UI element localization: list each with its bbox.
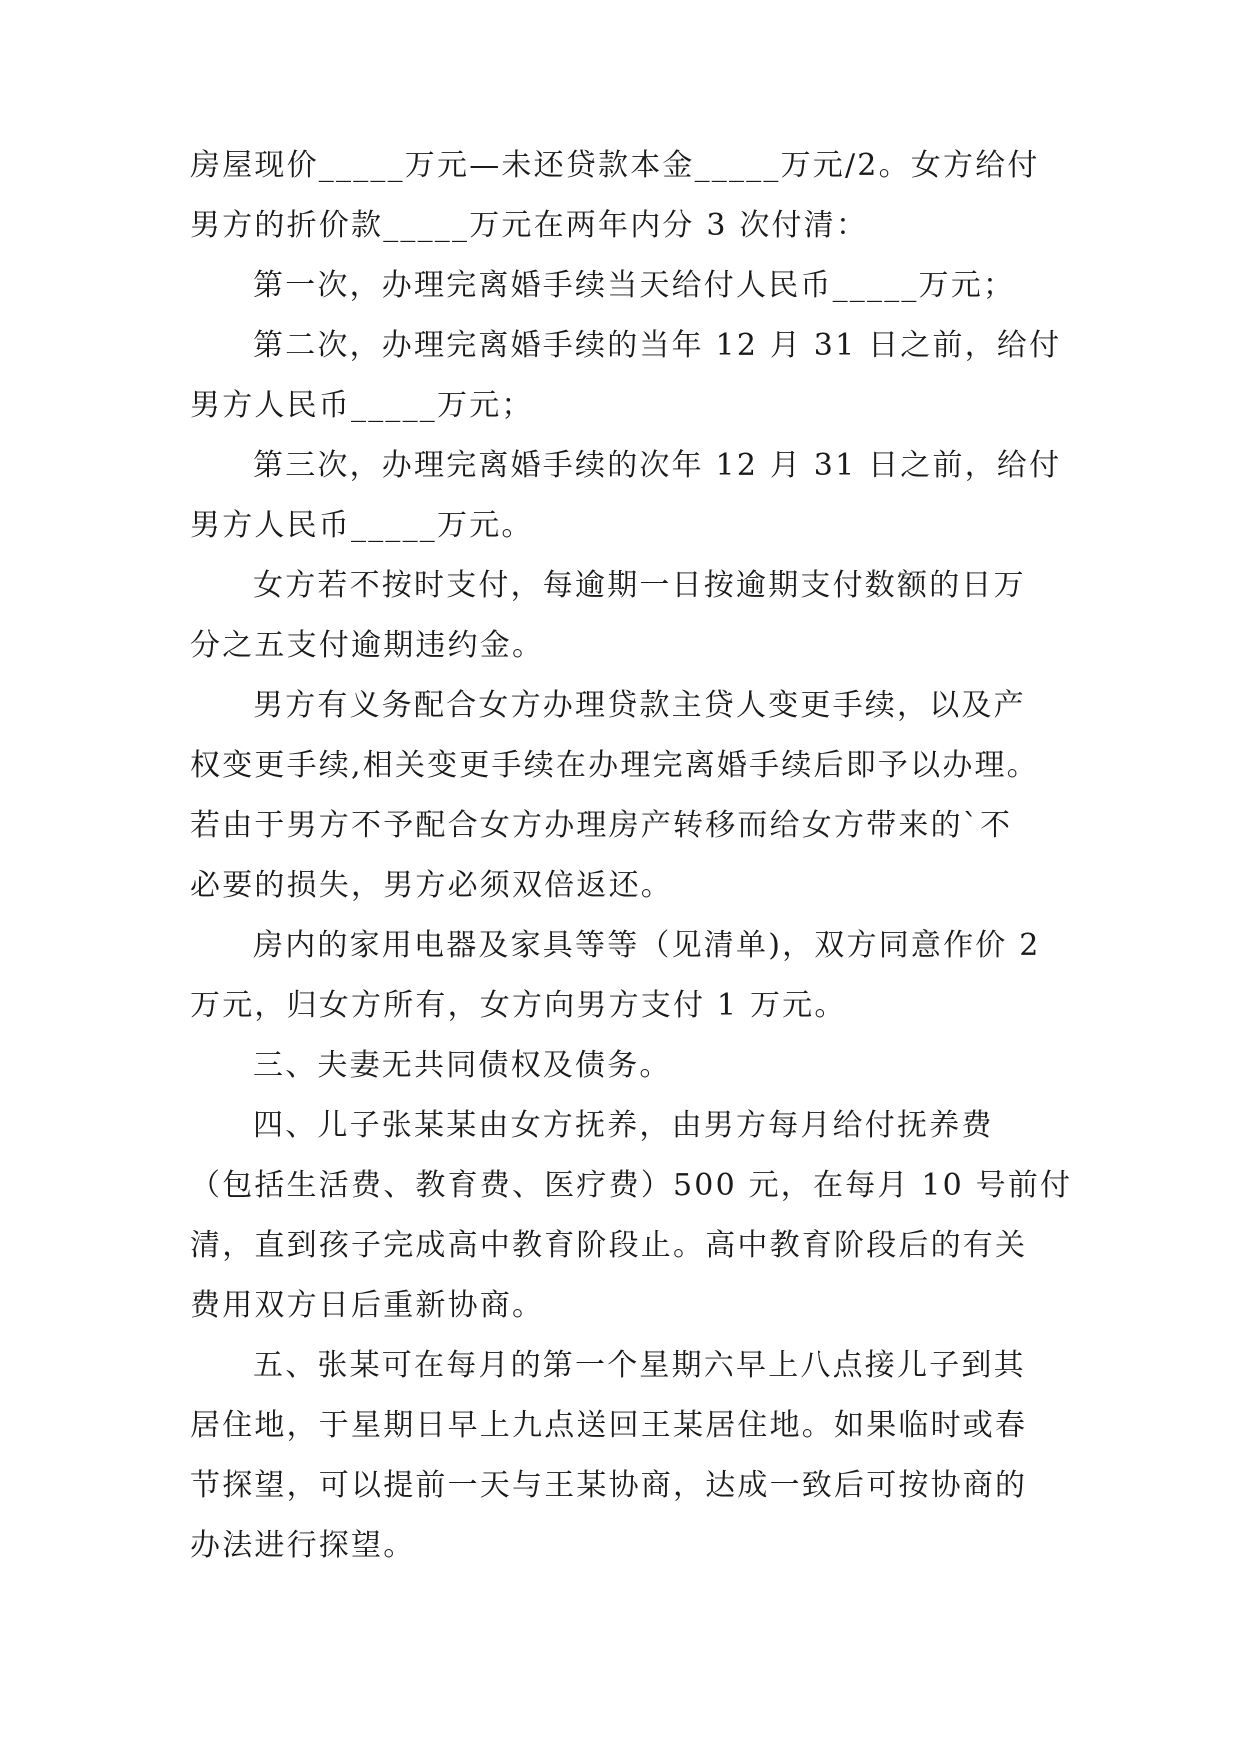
- text-line: 万元，归女方所有，女方向男方支付 1 万元。: [190, 988, 847, 1023]
- text-line: 居住地，于星期日早上九点送回王某居住地。如果临时或春: [190, 1408, 1028, 1443]
- text-line: 分之五支付逾期违约金。: [190, 628, 545, 663]
- text-line: 房屋现价_____万元—未还贷款本金_____万元/2。女方给付: [190, 148, 1040, 183]
- text-line: 男方人民币_____万元；: [190, 388, 534, 423]
- text-line: 四、儿子张某某由女方抚养，由男方每月给付抚养费: [253, 1108, 994, 1143]
- text-line: 女方若不按时支付，每逾期一日按逾期支付数额的日万: [253, 568, 1026, 603]
- text-line: 权变更手续,相关变更手续在办理完离婚手续后即予以办理。: [190, 748, 1039, 783]
- text-line: 清，直到孩子完成高中教育阶段止。高中教育阶段后的有关: [190, 1228, 1028, 1263]
- text-line: 房内的家用电器及家具等等（见清单)，双方同意作价 2: [253, 928, 1041, 963]
- text-line: 三、夫妻无共同债权及债务。: [253, 1048, 672, 1083]
- text-line: 男方有义务配合女方办理贷款主贷人变更手续，以及产: [253, 688, 1026, 723]
- text-line: 五、张某可在每月的第一个星期六早上八点接儿子到其: [253, 1348, 1026, 1383]
- text-line: 必要的损失，男方必须双倍返还。: [190, 868, 673, 903]
- text-line: 第一次，办理完离婚手续当天给付人民币_____万元；: [253, 268, 1016, 303]
- text-line: 节探望，可以提前一天与王某协商，达成一致后可按协商的: [190, 1468, 1028, 1503]
- text-line: 办法进行探望。: [190, 1528, 416, 1563]
- text-line: 第三次，办理完离婚手续的次年 12 月 31 日之前，给付: [253, 448, 1062, 483]
- text-line: （包括生活费、教育费、医疗费）500 元，在每月 10 号前付: [190, 1168, 1073, 1203]
- text-line: 若由于男方不予配合女方办理房产转移而给女方带来的`不: [190, 808, 1013, 843]
- text-line: 费用双方日后重新协商。: [190, 1288, 545, 1323]
- text-line: 第二次，办理完离婚手续的当年 12 月 31 日之前，给付: [253, 328, 1062, 363]
- text-line: 男方人民币_____万元。: [190, 508, 534, 543]
- text-line: 男方的折价款_____万元在两年内分 3 次付清：: [190, 208, 869, 243]
